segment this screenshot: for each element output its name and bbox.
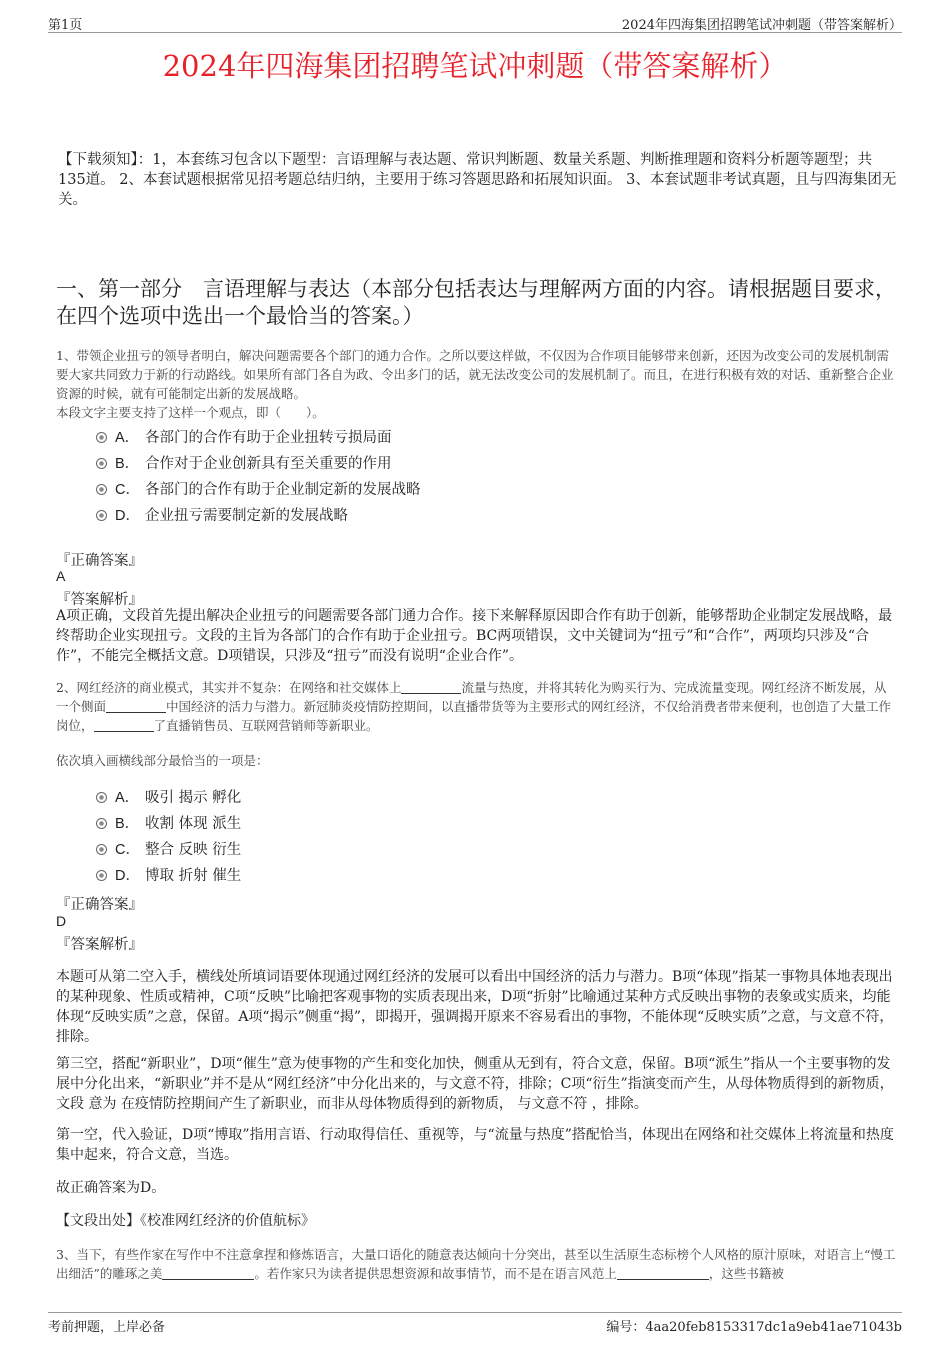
answer-label: 『正确答案』	[56, 553, 143, 569]
option-d[interactable]: D． 企业扭亏需要制定新的发展战略	[96, 503, 421, 529]
option-b[interactable]: B． 收割 体现 派生	[96, 811, 241, 837]
analysis-conclusion: 故正确答案为D。	[56, 1180, 166, 1196]
question-1-stem: 1、带领企业扭亏的领导者明白，解决问题需要各个部门的通力合作。之所以要这样做，不仅因为合作项目能够带来创新，还因为改变公司的发展机制需要大家共同致力于新的行动路线。如果所有部门各自为政、令出多门的话，就无法改变公司的发展机制了。而且，在进行积极有效的对话、重新整合企业资源的时候，就有可能制定出新的发展战略。 本段文字主要支持了这样一个观点，即（ ）。	[56, 348, 894, 420]
radio-icon[interactable]	[96, 458, 107, 469]
radio-icon[interactable]	[96, 432, 107, 443]
radio-icon[interactable]	[96, 844, 107, 855]
answer-value: A	[56, 568, 66, 584]
page-footer	[48, 1312, 902, 1335]
question-1-options	[96, 425, 421, 529]
analysis-label: 『答案解析』	[56, 592, 143, 608]
option-c[interactable]: C． 整合 反映 衍生	[96, 837, 241, 863]
fill-blank	[401, 681, 461, 694]
fill-blank	[94, 719, 154, 732]
analysis-paragraph: 本题可从第二空入手，横线处所填词语要体现通过网红经济的发展可以看出中国经济的活力与潜力。B项“体现”指某一事物具体地表现出的某种现象、性质或精神，C项“反映”比喻把客观事物的实质表现出来，D项“折射”比喻通过某种方式反映出事物的表象或实质来，均能体现“反映实质”之意，保留。A项“揭示”侧重“揭”，即揭开，强调揭开原来不容易看出的事物，不能体现“反映实质”之意，与文意不符，排除。	[56, 969, 894, 1045]
radio-icon[interactable]	[96, 484, 107, 495]
radio-icon[interactable]	[96, 870, 107, 881]
header-doc-title: 2024年四海集团招聘笔试冲刺题（带答案解析）	[621, 18, 902, 33]
radio-icon[interactable]	[96, 818, 107, 829]
question-1-ask: 本段文字主要支持了这样一个观点，即（ ）。	[56, 405, 325, 420]
radio-icon[interactable]	[96, 510, 107, 521]
option-b[interactable]: B． 合作对于企业创新具有至关重要的作用	[96, 451, 421, 477]
analysis-paragraph: 第三空，搭配“新职业”，D项“催生”意为使事物的产生和变化加快，侧重从无到有，符合文意，保留。B项“派生”指从一个主要事物的发展中分化出来，“新职业”并不是从“网红经济”中分化出来的，与文意不符，排除；C项“衍生”指演变而产生，从母体物质得到的新物质，文段 意为 在疫情防控期间产生了新职业，而非从母体物质得到的新物质， 与文意不符 ，排除。	[56, 1056, 894, 1112]
question-2-ask: 依次填入画横线部分最恰当的一项是：	[56, 753, 269, 768]
page-number: 第1页	[48, 18, 83, 33]
question-3-stem: 3、当下，有些作家在写作中不注意拿捏和修炼语言，大量口语化的随意表达倾向十分突出，甚至以生活原生态标榜个人风格的原汁原味，对语言上“慢工出细活”的雕琢之美 。若作家只为读者提供思想资源和故事情节，而不是在语言风范上 ，这些书籍被	[56, 1247, 896, 1281]
page-header	[48, 14, 902, 33]
option-c[interactable]: C． 各部门的合作有助于企业制定新的发展战略	[96, 477, 421, 503]
option-d[interactable]: D． 博取 折射 催生	[96, 863, 241, 889]
option-a[interactable]: A． 各部门的合作有助于企业扭转亏损局面	[96, 425, 421, 451]
option-a[interactable]: A． 吸引 揭示 孵化	[96, 785, 241, 811]
radio-icon[interactable]	[96, 792, 107, 803]
answer-label: 『正确答案』	[56, 897, 143, 913]
fill-blank	[617, 1267, 709, 1280]
document-title: 2024年四海集团招聘笔试冲刺题（带答案解析）	[162, 49, 788, 83]
analysis-label: 『答案解析』	[56, 937, 143, 953]
download-notice: 【下载须知】：1，本套练习包含以下题型：言语理解与表达题、常识判断题、数量关系题、判断推理题和资料分析题等题型；共135道。 2、本套试题根据常见招考题总结归纳，主要用于练习答题思路和拓展知识面。 3、本套试题非考试真题，且与四海集团无关。	[58, 152, 897, 208]
analysis-text: A项正确，文段首先提出解决企业扭亏的问题需要各部门通力合作。接下来解释原因即合作有助于创新，能够帮助企业制定发展战略，最终帮助企业实现扭亏。文段的主旨为各部门的合作有助于企业扭亏。BC两项错误，文中关键词为“扭亏”和“合作”，两项均只涉及“合作”，不能完全概括文意。D项错误，只涉及“扭亏”而没有说明“企业合作”。	[56, 608, 893, 664]
question-2-stem: 2、网红经济的商业模式，其实并不复杂：在网络和社交媒体上 流量与热度，并将其转化为购买行为、完成流量变现。网红经济不断发展，从一个侧面 中国经济的活力与潜力。新冠肺炎疫情防控期间，以直播带货等为主要形式的网红经济，不仅给消费者带来便利，也创造了大量工作岗位， 了直播销售员、互联网营销师等新职业。	[56, 680, 892, 733]
question-2-options	[96, 785, 241, 889]
fill-blank	[162, 1267, 254, 1280]
answer-value: D	[56, 913, 67, 929]
footer-doc-id: 编号：4aa20feb8153317dc1a9eb41ae71043b	[606, 1320, 902, 1335]
section-heading: 一、第一部分 言语理解与表达（本部分包括表达与理解两方面的内容。请根据题目要求，在四个选项中选出一个最恰当的答案。）	[56, 277, 896, 328]
source-citation: 【文段出处】《校准网红经济的价值航标》	[56, 1213, 315, 1229]
fill-blank	[106, 700, 166, 713]
footer-slogan: 考前押题，上岸必备	[48, 1320, 166, 1335]
analysis-paragraph: 第一空，代入验证，D项“博取”指用言语、行动取得信任、重视等，与“流量与热度”搭配恰当，体现出在网络和社交媒体上将流量和热度集中起来，符合文意，当选。	[56, 1127, 894, 1163]
